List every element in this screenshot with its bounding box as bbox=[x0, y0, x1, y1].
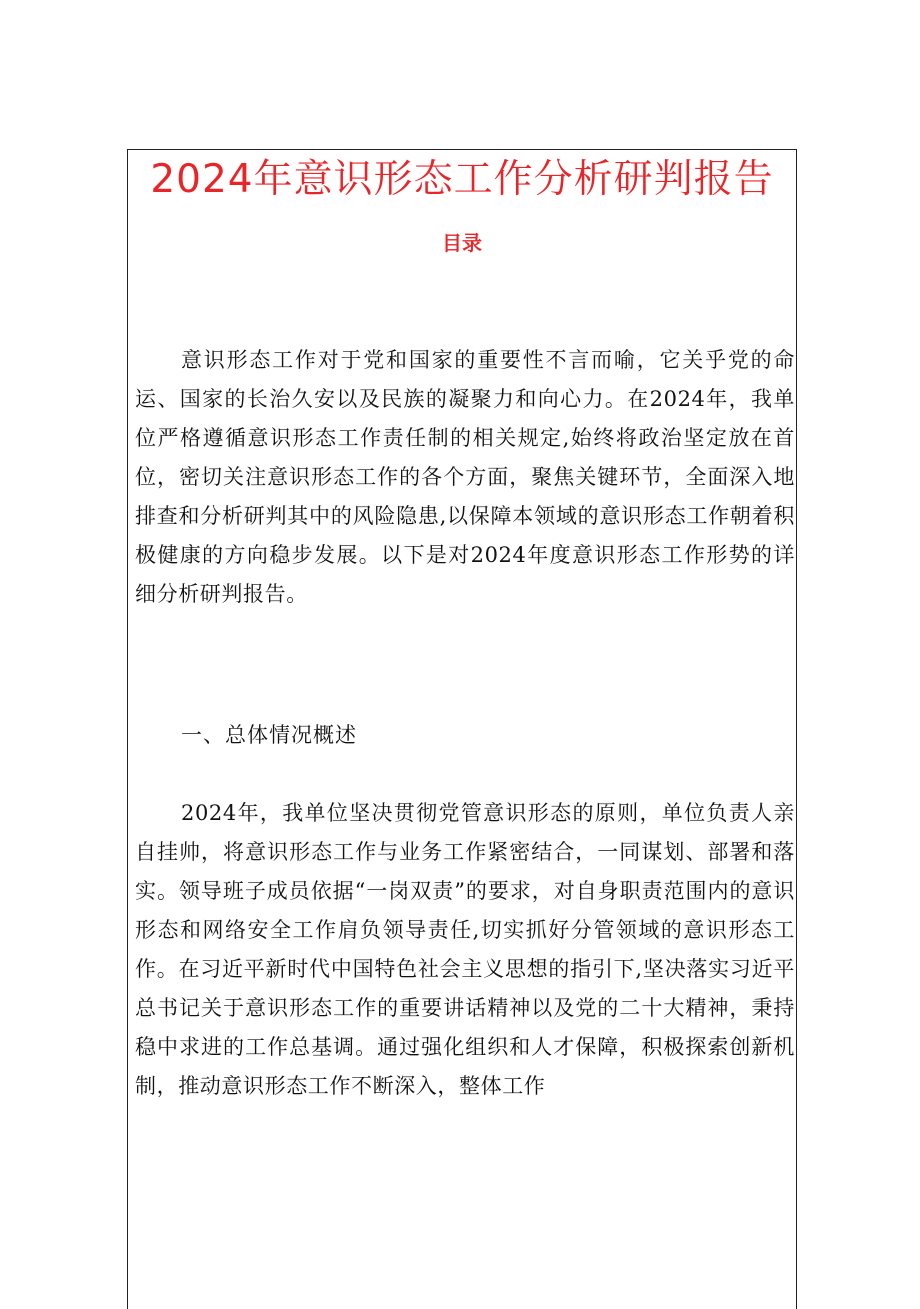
table-of-contents-heading: 目录 bbox=[442, 231, 482, 255]
document-title: 2024年意识形态工作分析研判报告 bbox=[150, 157, 774, 202]
section-1-paragraph: 2024年，我单位坚决贯彻党管意识形态的原则，单位负责人亲自挂帅，将意识形态工作与业务工作紧密结合，一同谋划、部署和落实。领导班子成员依据“一岗双责”的要求，对自身职责范围内的意识形态和网络安全工作肩负领导责任,切实抓好分管领域的意识形态工作。在习近平新时代中国特色社会主义思想的指引下,坚决落实习近平总书记关于意识形态工作的重要讲话精神以及党的二十大精神，秉持稳中求进的工作总基调。通过强化组织和人才保障，积极探索创新机制，推动意识形态工作不断深入，整体工作 bbox=[135, 801, 795, 1098]
intro-paragraph: 意识形态工作对于党和国家的重要性不言而喻，它关乎党的命运、国家的长治久安以及民族的凝聚力和向心力。在2024年，我单位严格遵循意识形态工作责任制的相关规定,始终将政治坚定放在首位，密切关注意识形态工作的各个方面，聚焦关键环节，全面深入地排查和分析研判其中的风险隐患,以保障本领域的意识形态工作朝着积极健康的方向稳步发展。以下是对2024年度意识形态工作形势的详细分析研判报告。 bbox=[135, 348, 795, 606]
section-1-heading: 一、总体情况概述 bbox=[181, 723, 357, 747]
